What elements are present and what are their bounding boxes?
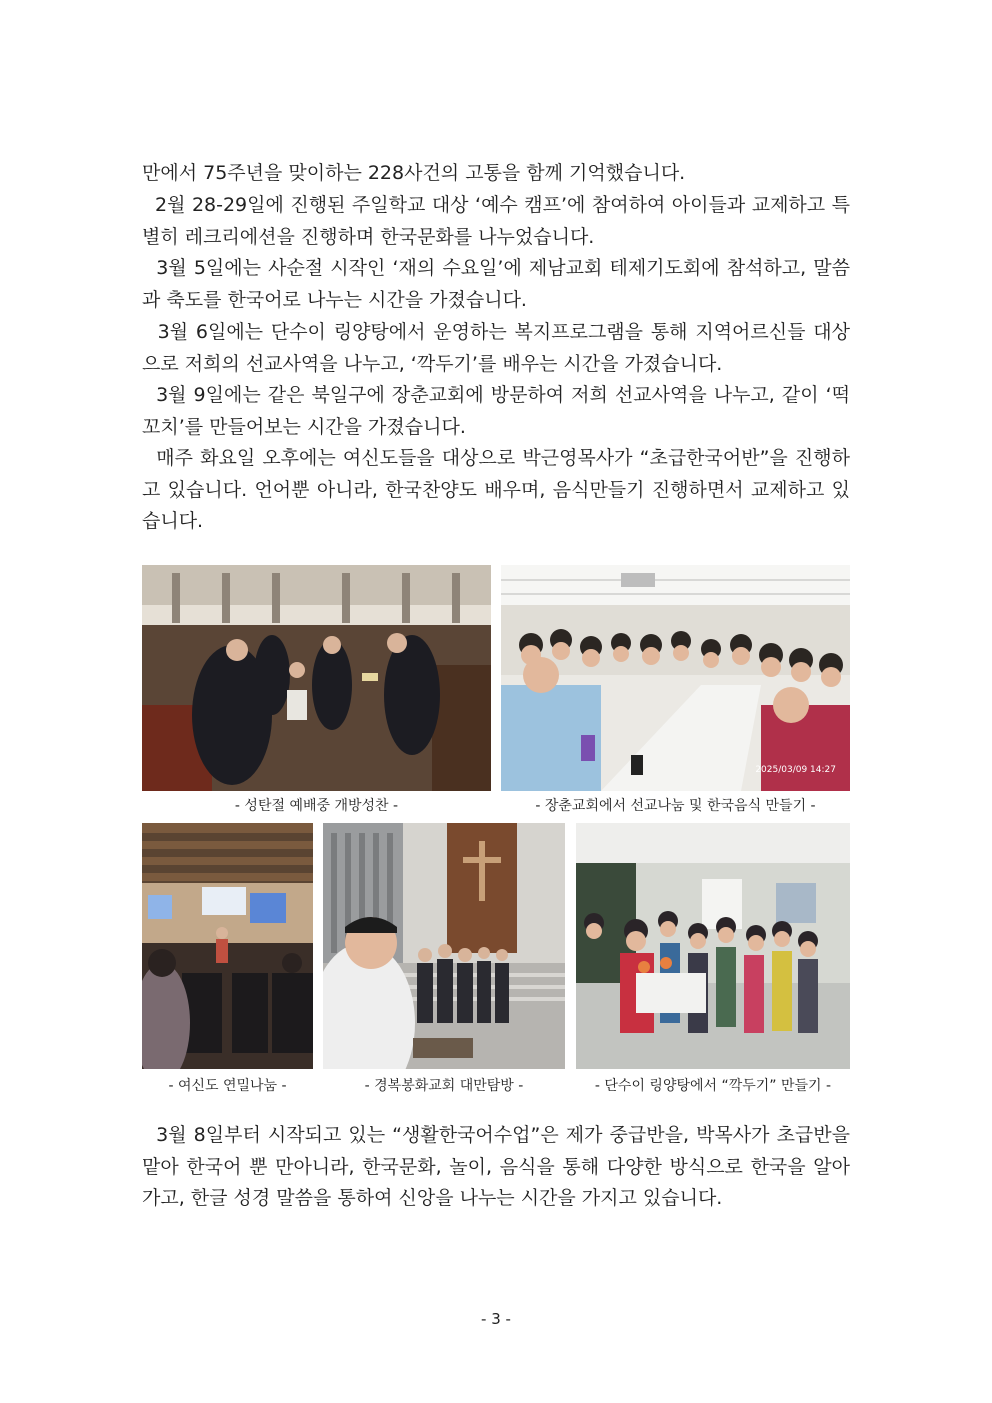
photo2-caption: - 장춘교회에서 선교나눔 및 한국음식 만들기 -	[535, 798, 816, 814]
paragraph-1: 만에서 75주년을 맞이하는 228사건의 고통을 함께 기억했습니다.	[142, 162, 686, 184]
photo-kkakdugi-making	[576, 823, 850, 1069]
photo3-caption: - 여신도 연밀나눔 -	[168, 1078, 287, 1094]
paragraph-6: 매주 화요일 오후에는 여신도들을 대상으로 박근영목사가 “초급한국어반”을 진행하고 있습니다. 언어뿐 아니라, 한국찬양도 배우며, 음식만들기 진행하면서 교제하고 있습니다.	[142, 447, 850, 533]
photo-women-fellowship	[142, 823, 313, 1069]
photo2-timestamp: 2025/03/09 14:27	[755, 765, 836, 775]
photo-changchun-church-group	[501, 565, 850, 791]
paragraph-4: 3월 6일에는 단수이 링양탕에서 운영하는 복지프로그램을 통해 지역어르신들 대상으로 저희의 선교사역을 나누고, ‘깍두기’를 배우는 시간을 가졌습니다.	[142, 321, 850, 375]
page-number: - 3 -	[481, 1310, 511, 1328]
paragraph-2: 2월 28-29일에 진행된 주일학교 대상 ‘예수 캠프’에 참여하여 아이들과 교제하고 특별히 레크리에션을 진행하며 한국문화를 나누었습니다.	[142, 194, 850, 248]
photo1-caption: - 성탄절 예배중 개방성찬 -	[234, 798, 399, 814]
closing-paragraph: 3월 8일부터 시작되고 있는 “생활한국어수업”은 제가 중급반을, 박목사가 초급반을 맡아 한국어 뿐 만아니라, 한국문화, 놀이, 음식을 통해 다양한 방식으로 한국을 알아가고, 한글 성경 말씀을 통하여 신앙을 나누는 시간을 가지고 있습니다.	[142, 1124, 850, 1210]
photo-church-visit	[323, 823, 565, 1069]
photo5-caption: - 단수이 링양탕에서 “깍두기” 만들기 -	[594, 1078, 832, 1094]
photo4-caption: - 경복봉화교회 대만탐방 -	[364, 1078, 524, 1094]
paragraph-3: 3월 5일에는 사순절 시작인 ‘재의 수요일’에 제남교회 테제기도회에 참석하고, 말씀과 축도를 한국어로 나누는 시간을 가졌습니다.	[142, 257, 850, 311]
paragraph-5: 3월 9일에는 같은 북일구에 장춘교회에 방문하여 저희 선교사역을 나누고, 같이 ‘떡꼬치’를 만들어보는 시간을 가졌습니다.	[142, 384, 850, 438]
photo-christmas-communion	[142, 565, 491, 791]
